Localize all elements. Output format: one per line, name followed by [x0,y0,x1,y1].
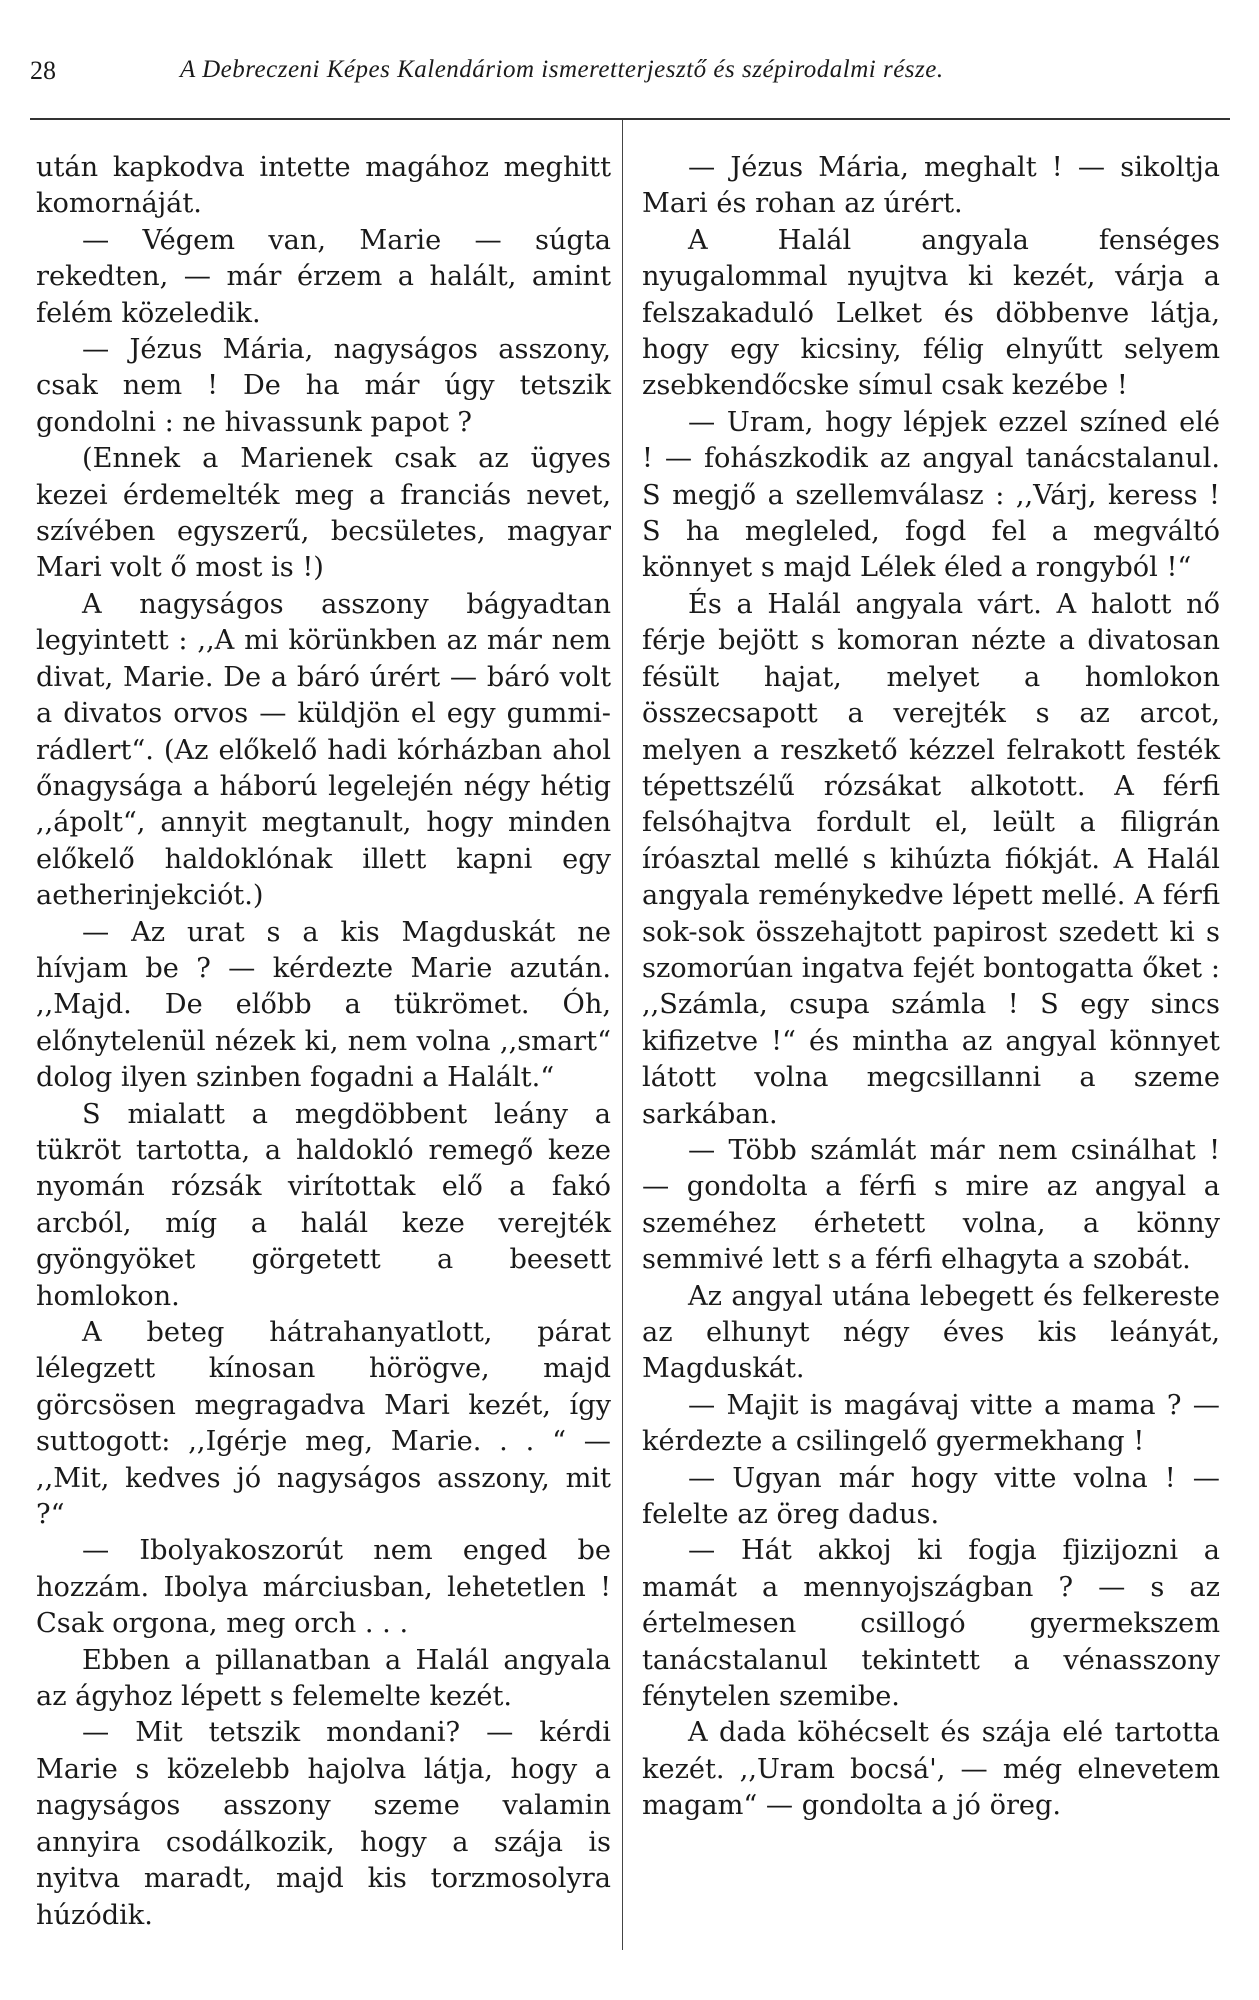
paragraph: És a Halál angyala várt. A halott nő férje bejött s komoran nézte a divatosan fésült hajat, melyet a homlokon összecsapott a verejték s az arcot, melyen a reszkető kézzel felrakott festék tépettszélű rózsákat alkotott. A férfi felsóhajtva fordult el, leült a filigrán íróasztal mellé s kihúzta fiókját. A Halál angyala reménykedve lépett mellé. A férfi sok-sok összehajtott papirost szedett ki s szomorúan ingatva fejét bontogatta őket : ,,Számla, csupa számla ! S egy sincs kifizetve !“ és mintha az angyal könnyet látott volna megcsillanni a szeme sarkában. [642,588,1220,1130]
paragraph: — Több számlát már nem csinálhat ! — gondolta a férfi s mire az angyal a szeméhez érhetett volna, a könny semmivé lett s a férfi elhagyta a szobát. [642,1134,1220,1276]
paragraph: — Az urat s a kis Magduskát ne hívjam be ? — kérdezte Marie azután. ,,Majd. De előbb a tükrömet. Óh, előnytelenül nézek ki, nem volna ,,smart“ dolog ilyen szinben fogadni a Halált.“ [36,916,611,1094]
paragraph: A Halál angyala fenséges nyugalommal nyujtva ki kezét, várja a felszakaduló Lelket és döbbenve látja, hogy egy kicsiny, félig elnyűtt selyem zsebkendőcske símul csak kezébe ! [642,224,1220,402]
paragraph: — Majit is magávaj vitte a mama ? — kérdezte a csilingelő gyermekhang ! [642,1389,1220,1458]
paragraph: (Ennek a Marienek csak az ügyes kezei érdemelték meg a franciás nevet, szívében egyszerű, becsületes, magyar Mari volt ő most is !) [36,443,611,584]
paragraph: — Jézus Mária, meghalt ! — sikoltja Mari és rohan az úrért. [642,152,1220,220]
paragraph: Az angyal utána lebegett és felkereste az elhunyt négy éves kis leányát, Magduskát. [642,1280,1220,1385]
paragraph: — Uram, hogy lépjek ezzel színed elé ! — fohászkodik az angyal tanácstalanul. S megjő a szellemválasz : ,,Várj, keress ! S ha megleled, fogd fel a megváltó könnyet s majd Lélek éled a rongyból !“ [642,406,1220,584]
right-column [642,150,1220,1825]
running-title: A Debreczeni Képes Kalendáriom ismeretterjesztő és szépirodalmi része. [180,56,944,83]
paragraph: — Mit tetszik mondani? — kérdi Marie s közelebb hajolva látja, hogy a nagyságos asszony szeme valamin annyira csodálkozik, hogy a szája is nyitva maradt, majd kis torzmosolyra húzódik. [36,1717,611,1931]
paragraph: A beteg hátrahanyatlott, párat lélegzett kínosan hörögve, majd görcsösen megragadva Mari kezét, így suttogott: ,,Igérje meg, Marie. . . “ — ,,Mit, kedves jó nagyságos asszony, mit ?“ [36,1317,611,1531]
page-number: 28 [30,56,56,85]
paragraph: A nagyságos asszony bágyadtan legyintett : ,,A mi körünkben az már nem divat, Marie. De a báró úrért — báró volt a divatos orvos — küldjön el egy gummi-rádlert“. (Az előkelő hadi kórházban ahol őnagysága a háború legelején négy hétig ,,ápolt“, annyit megtanult, hogy minden előkelő haldoklónak illett kapni egy aetherinjekciót.) [36,588,611,912]
paragraph: — Ugyan már hogy vitte volna ! — felelte az öreg dadus. [642,1462,1220,1531]
running-header [30,56,1230,96]
paragraph: után kapkodva intette magához meghitt komornáját. [36,152,611,220]
paragraph: S mialatt a megdöbbent leány a tükröt tartotta, a haldokló remegő keze nyomán rózsák virítottak elő a fakó arcból, míg a halál keze verejték gyöngyöket görgetett a beesett homlokon. [36,1098,611,1312]
paragraph: — Jézus Mária, nagyságos asszony, csak nem ! De ha már úgy tetszik gondolni : ne hivassunk papot ? [36,334,611,438]
paragraph: Ebben a pillanatban a Halál angyala az ágyhoz lépett s felemelte kezét. [36,1644,611,1713]
paragraph: — Ibolyakoszorút nem enged be hozzám. Ibolya márciusban, lehetetlen ! Csak orgona, meg orch . . . [36,1535,611,1640]
paragraph: A dada köhécselt és szája elé tartotta kezét. ,,Uram bocsá', — még elnevetem magam“ — gondolta a jó öreg. [642,1717,1220,1822]
paragraph: — Hát akkoj ki fogja fjizijozni a mamát a mennyojszágban ? — s az értelmesen csillogó gyermekszem tanácstalanul tekintett a vénasszony fénytelen szemibe. [642,1535,1220,1713]
paragraph: — Végem van, Marie — súgta rekedten, — már érzem a halált, amint felém közeledik. [36,224,611,329]
header-rule [30,118,1230,120]
left-column [36,150,611,1934]
column-divider [622,120,623,1950]
